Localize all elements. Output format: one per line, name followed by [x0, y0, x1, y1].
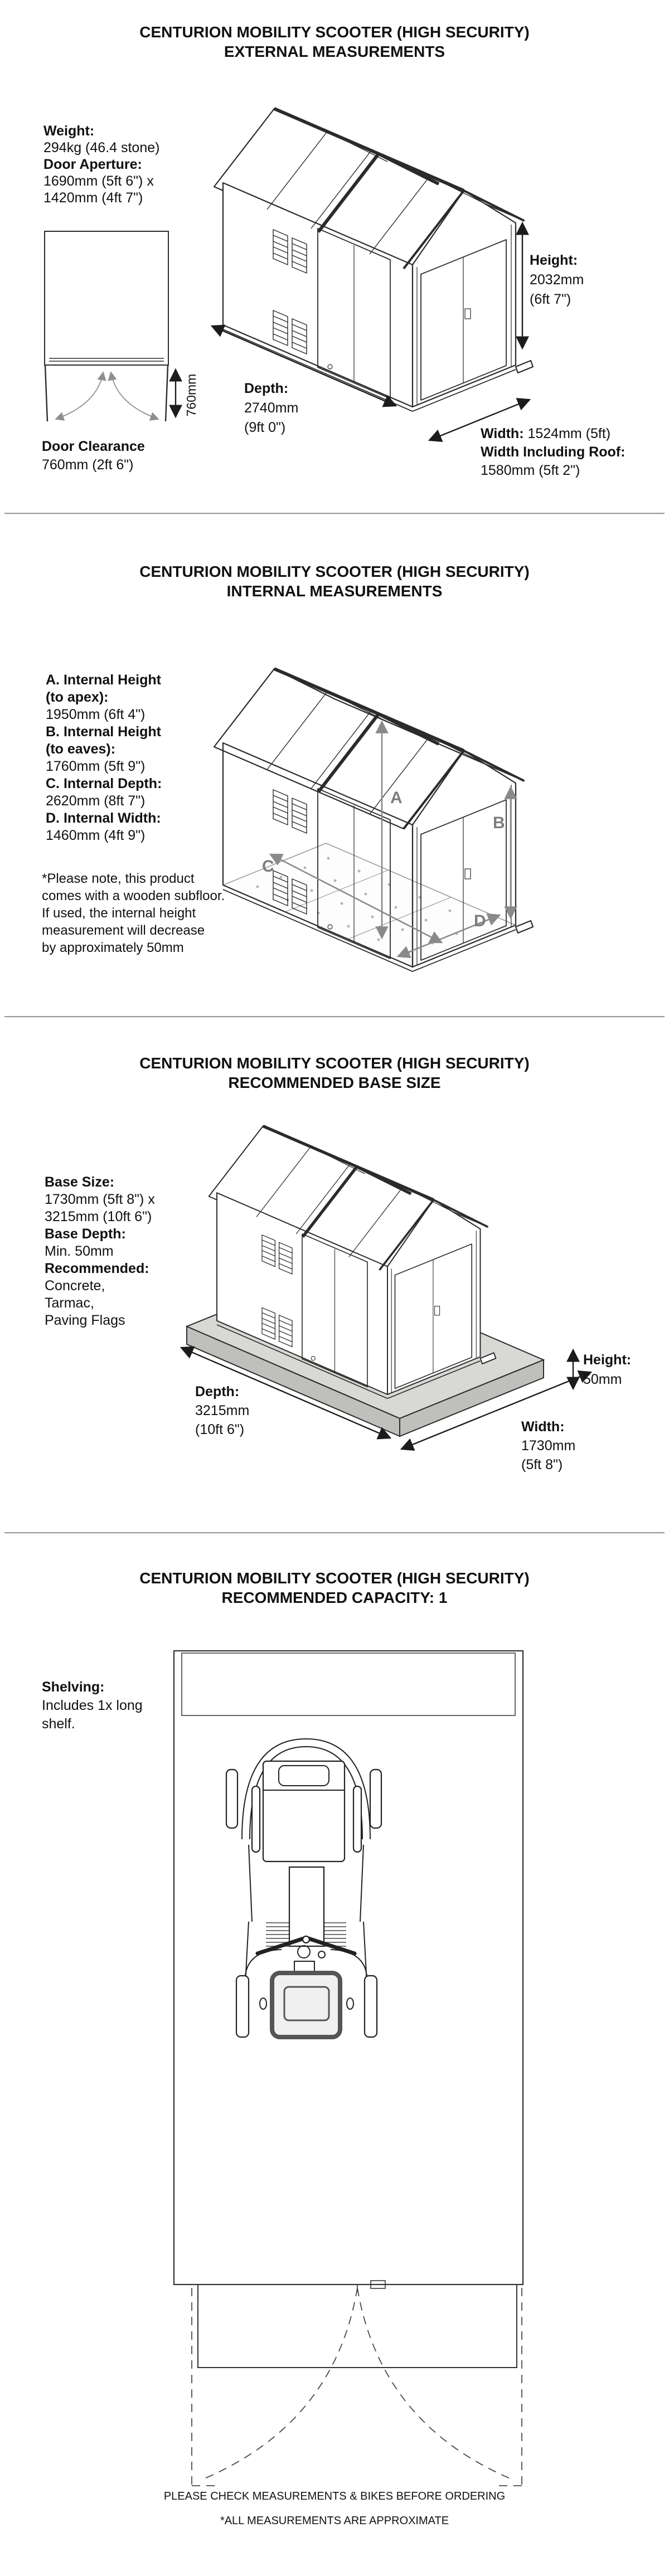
- subfloor-note-line2: comes with a wooden subfloor.: [42, 888, 225, 903]
- weight-label: Weight:: [43, 123, 95, 139]
- height-label: Height:: [530, 252, 578, 268]
- width-roof-label: Width Including Roof:: [481, 444, 626, 460]
- internal-shed-drawing: [190, 633, 624, 1000]
- depth-value2: (9ft 0"): [244, 420, 286, 435]
- capacity-title-line2: RECOMMENDED CAPACITY: 1: [221, 1589, 448, 1606]
- depth-label: Depth:: [244, 381, 289, 396]
- rear-left-wheel: [226, 1770, 237, 1828]
- base-depth-dim-value1: 3215mm: [195, 1403, 250, 1418]
- width-label: Width:: [481, 426, 524, 441]
- section-divider-2: [4, 1016, 665, 1018]
- height-value1: 2032mm: [530, 272, 584, 288]
- left-armrest: [252, 1786, 260, 1852]
- marker-b: B: [493, 814, 505, 832]
- section-divider-3: [4, 1532, 665, 1534]
- subfloor-note-line1: *Please note, this product: [42, 871, 195, 886]
- left-door-swing-arc: [56, 372, 103, 419]
- base-title-line1: CENTURION MOBILITY SCOOTER (HIGH SECURITY): [139, 1054, 530, 1072]
- seat: [263, 1761, 345, 1861]
- capacity-title-line1: CENTURION MOBILITY SCOOTER (HIGH SECURITY): [139, 1569, 530, 1587]
- base-size-value1: 1730mm (5ft 8") x: [45, 1192, 155, 1207]
- depth-value1: 2740mm: [244, 400, 299, 416]
- rear-right-wheel: [370, 1770, 381, 1828]
- right-door-swing: [357, 2288, 514, 2480]
- internal-b-label1: B. Internal Height: [46, 724, 161, 740]
- door-clearance-arrow-label: 760mm: [184, 373, 198, 417]
- door-swing-dashed: [192, 2288, 522, 2486]
- base-depth-dim-value2: (10ft 6"): [195, 1422, 245, 1437]
- internal-b-label2: (to eaves):: [46, 741, 116, 757]
- dashboard-dial: [298, 1946, 310, 1958]
- marker-a: A: [390, 789, 403, 807]
- right-door-swing-arc: [111, 372, 158, 419]
- base-size-value2: 3215mm (10ft 6"): [45, 1209, 152, 1224]
- recommended-value2: Tarmac,: [45, 1295, 94, 1311]
- mobility-scooter: [226, 1739, 381, 2037]
- subfloor-note-line5: by approximately 50mm: [42, 940, 184, 955]
- left-door-swing: [201, 2288, 357, 2480]
- internal-d-value: 1460mm (4ft 9"): [46, 828, 146, 843]
- internal-b-value: 1760mm (5ft 9"): [46, 759, 146, 774]
- tiller-column: [289, 1867, 324, 1946]
- door-aperture-value2: 1420mm (4ft 7"): [43, 190, 143, 206]
- shelving-value2: shelf.: [42, 1716, 75, 1732]
- section-divider-1: [4, 513, 665, 514]
- right-door-leaf: [166, 366, 168, 421]
- internal-d-label: D. Internal Width:: [46, 810, 161, 826]
- base-size-label: Base Size:: [45, 1174, 115, 1190]
- internal-title-line1: CENTURION MOBILITY SCOOTER (HIGH SECURITY): [139, 563, 530, 580]
- base-depth-label: Base Depth:: [45, 1226, 126, 1242]
- shelving-value1: Includes 1x long: [42, 1698, 143, 1713]
- door-clearance-label: Door Clearance: [42, 439, 145, 454]
- internal-title-line2: INTERNAL MEASUREMENTS: [226, 582, 443, 600]
- capacity-floorplan: [167, 1644, 558, 2514]
- width-line: [481, 425, 610, 442]
- dashboard-button: [318, 1951, 325, 1958]
- right-armrest: [353, 1786, 361, 1852]
- base-height-label: Height:: [583, 1352, 632, 1368]
- subfloor-note-line3: If used, the internal height: [42, 906, 196, 921]
- external-title-line1: CENTURION MOBILITY SCOOTER (HIGH SECURITY): [139, 23, 530, 41]
- footer-approximate-note: *ALL MEASUREMENTS ARE APPROXIMATE: [220, 2515, 449, 2527]
- internal-c-value: 2620mm (8ft 7"): [46, 793, 146, 809]
- height-value2: (6ft 7"): [530, 291, 571, 307]
- base-depth-dim-label: Depth:: [195, 1384, 240, 1399]
- left-light: [260, 1998, 266, 2009]
- base-width-dim-label: Width:: [521, 1419, 565, 1435]
- recommended-label: Recommended:: [45, 1261, 149, 1276]
- internal-a-value: 1950mm (6ft 4"): [46, 707, 146, 722]
- weight-value: 294kg (46.4 stone): [43, 140, 160, 155]
- door-aperture-value1: 1690mm (5ft 6") x: [43, 173, 154, 189]
- door-threshold: [198, 2285, 517, 2368]
- front-right-wheel: [365, 1976, 377, 2037]
- internal-a-label2: (to apex):: [46, 689, 109, 705]
- footer-check-note: PLEASE CHECK MEASUREMENTS & BIKES BEFORE ORDERING: [163, 2490, 506, 2502]
- external-title-line2: EXTERNAL MEASUREMENTS: [224, 43, 445, 60]
- marker-c: C: [262, 857, 274, 876]
- door-clearance-value: 760mm (2ft 6"): [42, 457, 134, 473]
- door-aperture-label: Door Aperture:: [43, 157, 142, 172]
- door-clearance-diagram: [31, 220, 209, 438]
- base-width-dim-value1: 1730mm: [521, 1438, 576, 1454]
- recommended-value3: Paving Flags: [45, 1313, 125, 1328]
- right-light: [347, 1998, 353, 2009]
- shed-footprint: [174, 1651, 523, 2285]
- subfloor-note-line4: measurement will decrease: [42, 923, 205, 938]
- recommended-value1: Concrete,: [45, 1278, 105, 1294]
- internal-c-label: C. Internal Depth:: [46, 776, 162, 791]
- long-shelf: [182, 1653, 515, 1715]
- base-title-line2: RECOMMENDED BASE SIZE: [228, 1074, 441, 1091]
- marker-d: D: [474, 912, 486, 930]
- front-basket: [272, 1973, 340, 2037]
- width-value: 1524mm (5ft): [527, 426, 611, 441]
- base-height-value: 50mm: [583, 1372, 622, 1387]
- width-roof-value: 1580mm (5ft 2"): [481, 463, 580, 478]
- left-door-leaf: [45, 366, 47, 421]
- shelving-label: Shelving:: [42, 1679, 105, 1695]
- front-left-wheel: [236, 1976, 249, 2037]
- internal-a-label1: A. Internal Height: [46, 672, 161, 688]
- base-depth-value: Min. 50mm: [45, 1243, 114, 1259]
- base-width-dim-value2: (5ft 8"): [521, 1457, 563, 1472]
